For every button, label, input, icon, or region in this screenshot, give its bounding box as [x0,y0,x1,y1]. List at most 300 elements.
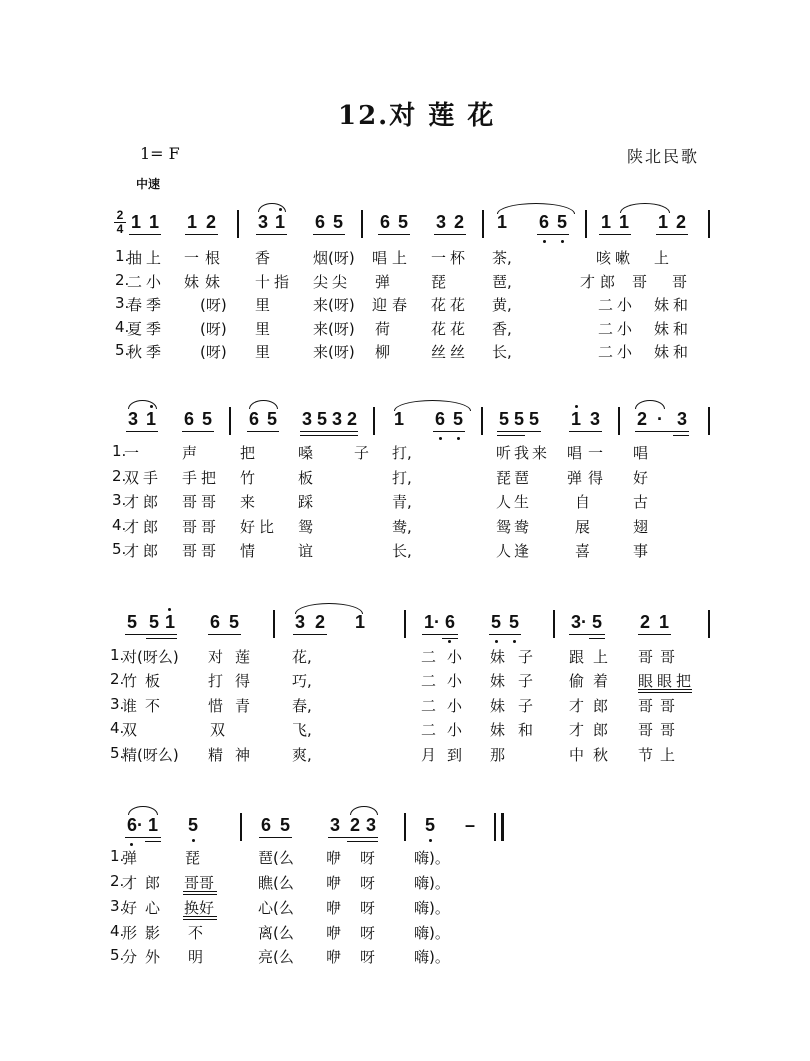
lyric-syllable: 哥 [201,518,217,536]
note: 5 [279,815,290,835]
lyric-underline [183,894,217,895]
lyric-syllable: 我 [514,444,530,462]
beam [422,634,458,635]
beam [656,234,688,235]
lyric-syllable: 巧, [292,672,312,690]
beam [489,634,521,635]
slur [350,806,378,815]
lyric-syllable: 咿 [326,874,342,892]
final-barline-thin [494,813,496,841]
note: 3 [301,409,312,429]
lyric-syllable: 季 [146,320,162,338]
note: 6 [209,612,220,632]
barline [708,407,710,435]
lyric-syllable: 哥 [638,648,654,666]
lyric-syllable: (呀) [200,320,227,338]
lyric-syllable: 弹 [567,469,583,487]
lyric-syllable: 才 [124,493,140,511]
note: 1 [496,212,507,232]
lyric-syllable: 弹 [122,849,138,867]
beam [442,638,458,639]
lyric-syllable: 鸳 [298,518,314,536]
barline [240,813,242,841]
lyric-syllable: 情 [240,542,256,560]
lyric-syllable: 自 [575,493,591,511]
note: 5 [424,815,435,835]
beam [589,638,605,639]
beam [208,634,241,635]
lyric-syllable: 哥 [201,493,217,511]
lyric-syllable: 双 [122,721,138,739]
lyric-syllable: 二 [598,320,614,338]
lyric-syllable: 迎 [372,296,388,314]
lyric-syllable: 妹 [490,697,506,715]
lyric-syllable: 得 [235,672,251,690]
lyric-syllable: 哥 [660,697,676,715]
high-octave-dot [168,608,171,611]
lyric-syllable: 古 [633,493,649,511]
final-barline-thick [501,813,504,841]
note: 5 [266,409,277,429]
lyric-syllable: 声 [182,444,198,462]
key-signature: 1= F [140,144,180,163]
note: 2 [675,212,686,232]
beam [125,634,177,635]
lyric-syllable: 小 [447,697,463,715]
lyric-syllable: 眼 [638,672,654,690]
lyric-syllable: 上 [146,249,162,267]
lyric-syllable: 来 [532,444,548,462]
lyric-underline [183,916,217,917]
lyric-syllable: 咿 [326,899,342,917]
lyric-syllable: 花 [431,296,447,314]
lyric-syllable: 着 [593,672,609,690]
lyric-syllable: 花, [292,648,312,666]
note: 5 [508,612,519,632]
lyric-syllable: 咿 [326,948,342,966]
lyric-syllable: 来 [240,493,256,511]
barline [553,610,555,638]
time-signature-bottom: 4 [116,222,124,236]
beam [638,634,671,635]
lyric-syllable: 唱 [372,249,388,267]
lyric-syllable: 呀 [360,899,376,917]
note: 2 [205,212,216,232]
verse-number: 3. [115,294,130,312]
note: 6 [379,212,390,232]
lyric-syllable: 荷 [375,320,391,338]
note: 3 [435,212,446,232]
low-octave-dot [457,437,460,440]
low-octave-dot [192,839,195,842]
lyric-syllable: 上 [654,249,670,267]
verse-number: 2. [115,271,130,289]
lyric-syllable: 好 [633,469,649,487]
lyric-syllable: 才 [569,697,585,715]
lyric-syllable: 妹 [654,320,670,338]
note: 2 [636,409,647,429]
lyric-syllable: 双 [124,469,140,487]
note: 6 [444,612,455,632]
note: 5 [126,612,137,632]
lyric-syllable: 里 [255,343,271,361]
lyric-syllable: 烟(呀) [313,249,355,267]
lyric-syllable: 十 [255,273,271,291]
lyric-syllable: 打, [392,469,412,487]
lyric-syllable: 夏 [127,320,143,338]
lyric-syllable: 花 [450,296,466,314]
barline [373,407,375,435]
note: 5 [187,815,198,835]
verse-number: 4. [110,719,125,737]
note: 3 [365,815,376,835]
lyric-syllable: 踩 [298,493,314,511]
lyric-syllable: 偷 [569,672,585,690]
note: 1 [148,212,159,232]
verse-number: 5. [115,341,130,359]
barline [481,407,483,435]
lyric-syllable: 上 [660,746,676,764]
barline [482,210,484,238]
verse-number: 3. [110,897,125,915]
verse-number: 3. [112,491,127,509]
lyric-syllable: 郎 [600,273,616,291]
note: 1 [658,612,669,632]
verse-number: 2. [110,872,125,890]
lyric-syllable: 郎 [143,542,159,560]
lyric-syllable: 和 [673,343,689,361]
lyric-syllable: 哥 [638,721,654,739]
lyric-syllable: 小 [447,721,463,739]
lyric-syllable: 季 [146,343,162,361]
note: 1 [570,409,581,429]
low-octave-dot [130,843,133,846]
note: 1 [147,815,158,835]
lyric-syllable: 小 [617,343,633,361]
song-source: 陕北民歌 [627,147,700,166]
lyric-syllable: 长, [392,542,412,560]
lyric-syllable: 琶(么 [258,849,294,867]
note: 1 [145,409,156,429]
lyric-syllable: 尖 [332,273,348,291]
lyric-syllable: 板 [145,672,161,690]
lyric-syllable: 琵 [431,273,447,291]
lyric-syllable: 换好 [184,899,215,917]
lyric-syllable: 咿 [326,924,342,942]
lyric-syllable: 抽 [127,249,143,267]
slur [620,203,670,213]
lyric-syllable: 呀 [360,849,376,867]
lyric-syllable: 小 [617,320,633,338]
verse-number: 4. [115,318,130,336]
beam [247,431,279,432]
lyric-syllable: 心(么 [258,899,294,917]
lyric-syllable: 明 [188,948,204,966]
lyric-syllable: 妹 [654,296,670,314]
barline [708,210,710,238]
lyric-syllable: 谁 [122,697,138,715]
lyric-syllable: 郎 [145,874,161,892]
note: 5 [148,612,159,632]
verse-number: 3. [110,695,125,713]
lyric-syllable: 好 [240,518,256,536]
lyric-syllable: 嗓 [298,444,314,462]
lyric-syllable: 哥 [638,697,654,715]
verse-number: 5. [110,946,125,964]
beam [347,841,378,842]
lyric-syllable: 二 [421,697,437,715]
lyric-syllable: 和 [673,296,689,314]
lyric-syllable: 鸯, [392,518,412,536]
lyric-syllable: 小 [617,296,633,314]
lyric-syllable: 妹 [205,273,221,291]
note: 5 [397,212,408,232]
low-octave-dot [543,240,546,243]
lyric-syllable: 柳 [375,343,391,361]
lyric-syllable: 好 [122,899,138,917]
note: 2 [639,612,650,632]
beam [182,431,214,432]
barline [361,210,363,238]
lyric-syllable: 和 [673,320,689,338]
low-octave-dot [448,640,451,643]
lyric-syllable: 哥哥 [184,874,215,892]
lyric-syllable: 郎 [593,721,609,739]
lyric-syllable: 丝 [431,343,447,361]
barline [585,210,587,238]
lyric-syllable: 二 [421,648,437,666]
lyric-syllable: 琶 [514,469,530,487]
lyric-syllable: 哥 [182,542,198,560]
tie [497,203,575,214]
lyric-syllable: 神 [235,746,251,764]
lyric-syllable: 眼 [657,672,673,690]
lyric-syllable: 香, [492,320,512,338]
lyric-syllable: 哥 [672,273,688,291]
lyric-syllable: 一 [588,444,604,462]
lyric-syllable: 不 [145,697,161,715]
lyric-syllable: 分 [122,948,138,966]
note: 3 [294,612,305,632]
lyric-syllable: 外 [145,948,161,966]
augmentation-dot: · [581,612,587,632]
beam [569,634,605,635]
lyric-syllable: 嗨)。 [414,924,450,942]
lyric-syllable: 来(呀) [313,296,355,314]
note: 1 [354,612,365,632]
low-octave-dot [495,640,498,643]
note: 5 [490,612,501,632]
verse-number: 1. [110,847,125,865]
high-octave-dot [575,405,578,408]
verse-number: 2. [110,670,125,688]
lyric-syllable: 听 [496,444,512,462]
note: 6 [183,409,194,429]
lyric-syllable: 子 [518,697,534,715]
lyric-syllable: 手 [143,469,159,487]
beam [635,431,689,432]
lyric-syllable: 逢 [514,542,530,560]
lyric-syllable: 把 [676,672,692,690]
lyric-syllable: 嗨)。 [414,948,450,966]
lyric-syllable: 妹 [490,648,506,666]
lyric-syllable: 惜 [208,697,224,715]
lyric-syllable: 长, [492,343,512,361]
barline [273,610,275,638]
verse-number: 5. [112,540,127,558]
note: 1 [186,212,197,232]
note: 3 [570,612,581,632]
lyric-syllable: 郎 [143,493,159,511]
lyric-syllable: 谊 [298,542,314,560]
lyric-syllable: 琵 [496,469,512,487]
lyric-syllable: 香 [255,249,271,267]
note: 5 [528,409,539,429]
note: 6 [248,409,259,429]
lyric-syllable: 嗨)。 [414,849,450,867]
lyric-syllable: 小 [447,648,463,666]
lyric-syllable: 中 [569,746,585,764]
lyric-syllable: 哥 [201,542,217,560]
lyric-syllable: 琶, [492,273,512,291]
lyric-syllable: 小 [146,273,162,291]
verse-number: 5. [110,744,125,762]
barline [404,813,406,841]
barline [618,407,620,435]
beam [185,234,218,235]
lyric-syllable: 才 [124,518,140,536]
lyric-syllable: 得 [588,469,604,487]
low-octave-dot [513,640,516,643]
beam [313,234,345,235]
lyric-syllable: 小 [447,672,463,690]
note: 5 [201,409,212,429]
lyric-syllable: 双 [210,721,226,739]
note: 2 [349,815,360,835]
lyric-syllable: 亮(么 [258,948,294,966]
lyric-syllable: 哥 [660,648,676,666]
note: 5 [591,612,602,632]
lyric-syllable: 竹 [240,469,256,487]
note: 6 [126,815,137,835]
lyric-syllable: 子 [518,648,534,666]
lyric-syllable: 唱 [633,444,649,462]
lyric-syllable: 把 [240,444,256,462]
lyric-syllable: 板 [298,469,314,487]
lyric-syllable: 呀 [360,874,376,892]
lyric-syllable: 妹 [490,721,506,739]
note: 6 [314,212,325,232]
note: 5 [228,612,239,632]
lyric-syllable: 春, [292,697,312,715]
lyric-syllable: 那 [490,746,506,764]
slur [128,806,158,815]
beam [145,841,161,842]
lyric-syllable: 离(么 [258,924,294,942]
lyric-syllable: 上 [392,249,408,267]
lyric-syllable: 精 [208,746,224,764]
lyric-syllable: 指 [274,273,290,291]
augmentation-dot: · [434,612,440,632]
lyric-syllable: 节 [638,746,654,764]
low-octave-dot [561,240,564,243]
lyric-syllable: 唱 [567,444,583,462]
lyric-syllable: 春 [127,296,143,314]
lyric-syllable: 精(呀么) [122,746,179,764]
beam [300,431,358,432]
lyric-syllable: 鸳 [496,518,512,536]
lyric-syllable: 青 [235,697,251,715]
note: 1 [393,409,404,429]
lyric-syllable: 二 [127,273,143,291]
lyric-syllable: 春 [392,296,408,314]
lyric-syllable: 妹 [490,672,506,690]
lyric-syllable: 一 [124,444,140,462]
lyric-syllable: 喜 [575,542,591,560]
verse-number: 2. [112,467,127,485]
lyric-syllable: 莲 [235,648,251,666]
lyric-syllable: 月 [421,746,437,764]
lyric-syllable: 人 [496,542,512,560]
beam [129,234,161,235]
lyric-syllable: 把 [201,469,217,487]
low-octave-dot [439,437,442,440]
beam [300,435,358,436]
lyric-syllable: 来(呀) [313,320,355,338]
lyric-syllable: 二 [421,721,437,739]
note: 3 [589,409,600,429]
tempo-marking: 中速 [136,177,161,191]
note: 3 [331,409,342,429]
lyric-syllable: 哥 [182,493,198,511]
lyric-syllable: 丝 [450,343,466,361]
lyric-syllable: 嗨)。 [414,899,450,917]
beam [146,638,177,639]
note: 5 [452,409,463,429]
beam [434,234,466,235]
note: – [464,815,475,835]
barline [237,210,239,238]
lyric-syllable: 郎 [143,518,159,536]
lyric-syllable: 妹 [654,343,670,361]
beam [378,234,410,235]
time-signature-top: 2 [116,208,124,222]
lyric-syllable: 影 [145,924,161,942]
lyric-syllable: 里 [255,320,271,338]
lyric-syllable: 二 [598,343,614,361]
lyric-syllable: 季 [146,296,162,314]
lyric-syllable: 一 [431,249,447,267]
lyric-syllable: 竹 [122,672,138,690]
lyric-syllable: 哥 [632,273,648,291]
lyric-syllable: 生 [514,493,530,511]
note: 3 [329,815,340,835]
lyric-syllable: 哥 [660,721,676,739]
barline [404,610,406,638]
lyric-syllable: 里 [255,296,271,314]
note: 5 [513,409,524,429]
lyric-syllable: 茶, [492,249,512,267]
verse-number: 1. [110,646,125,664]
lyric-syllable: 二 [598,296,614,314]
lyric-syllable: 子 [354,444,370,462]
lyric-syllable: 对 [208,648,224,666]
lyric-syllable: 呀 [360,948,376,966]
lyric-syllable: 才 [124,542,140,560]
lyric-underline [638,692,692,693]
lyric-syllable: 来(呀) [313,343,355,361]
slur [249,400,278,409]
